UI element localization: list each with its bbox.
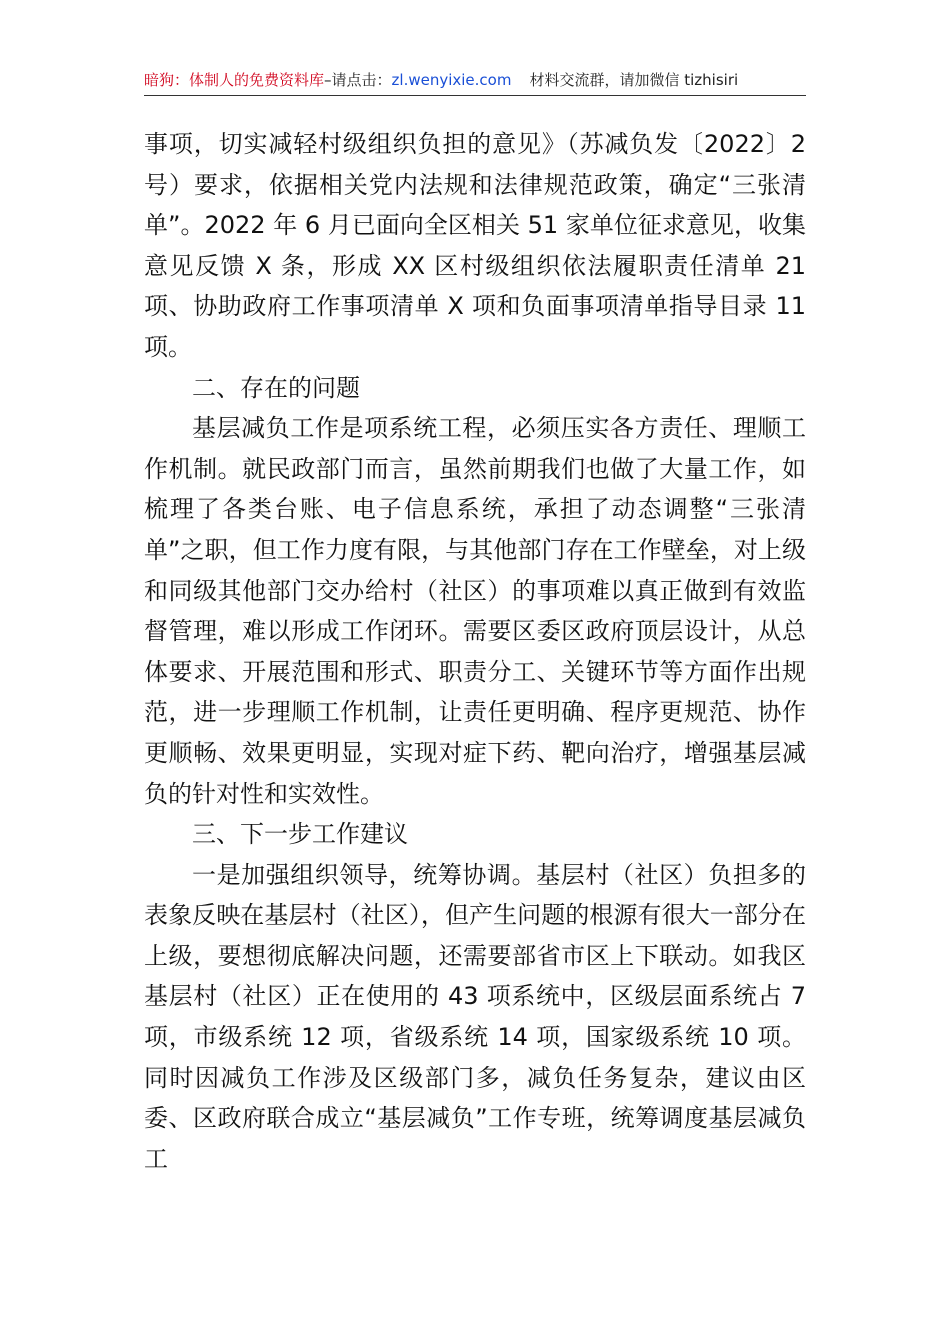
section-heading: 三、下一步工作建议 <box>192 820 408 849</box>
header-divider <box>144 95 806 96</box>
body-paragraph: 一是加强组织领导，统筹协调。基层村（社区）负担多的表象反映在基层村（社区），但产生问题的根源有很大一部分在上级，要想彻底解决问题，还需要部省市区上下联动。如我区基层村（社区）正在使用的 43 项系统中，区级层面系统占 7 项，市级系统 12 项，省级系统 14 项，国家级系统 10 项。同时因减负工作涉及区级部门多，减负任务复杂，建议由区委、区政府联合成立“基层减负”工作专班，统筹调度基层减负工 <box>144 860 806 1173</box>
body-paragraph: 事项，切实减轻村级组织负担的意见》（苏减负发〔2022〕2号）要求，依据相关党内法规和法律规范政策，确定“三张清单”。2022 年 6 月已面向全区相关 51 家单位征求意见，收集意见反馈 X 条，形成 XX 区村级组织依法履职责任清单 21 项、协助政府工作事项清单 X 项和负面事项清单指导目录 11 项。 <box>144 130 806 361</box>
page-header <box>144 70 806 90</box>
header-click-prompt: –请点击： <box>324 71 392 89</box>
body-paragraph: 基层减负工作是项系统工程，必须压实各方责任、理顺工作机制。就民政部门而言，虽然前期我们也做了大量工作，如梳理了各类台账、电子信息系统，承担了动态调整“三张清单”之职，但工作力度有限，与其他部门存在工作壁垒，对上级和同级其他部门交办给村（社区）的事项难以真正做到有效监督管理，难以形成工作闭环。需要区委区政府顶层设计，从总体要求、开展范围和形式、职责分工、关键环节等方面作出规范，进一步理顺工作机制，让责任更明确、程序更规范、协作更顺畅、效果更明显，实现对症下药、靶向治疗，增强基层减负的针对性和实效性。 <box>144 414 806 808</box>
section-heading: 二、存在的问题 <box>192 373 360 402</box>
header-site-name: 暗狗：体制人的免费资料库 <box>144 71 325 89</box>
header-url-link[interactable]: zl.wenyixie.com <box>391 71 512 89</box>
header-contact: 材料交流群，请加微信 tizhisiri <box>529 71 739 89</box>
document-body <box>144 124 806 1179</box>
